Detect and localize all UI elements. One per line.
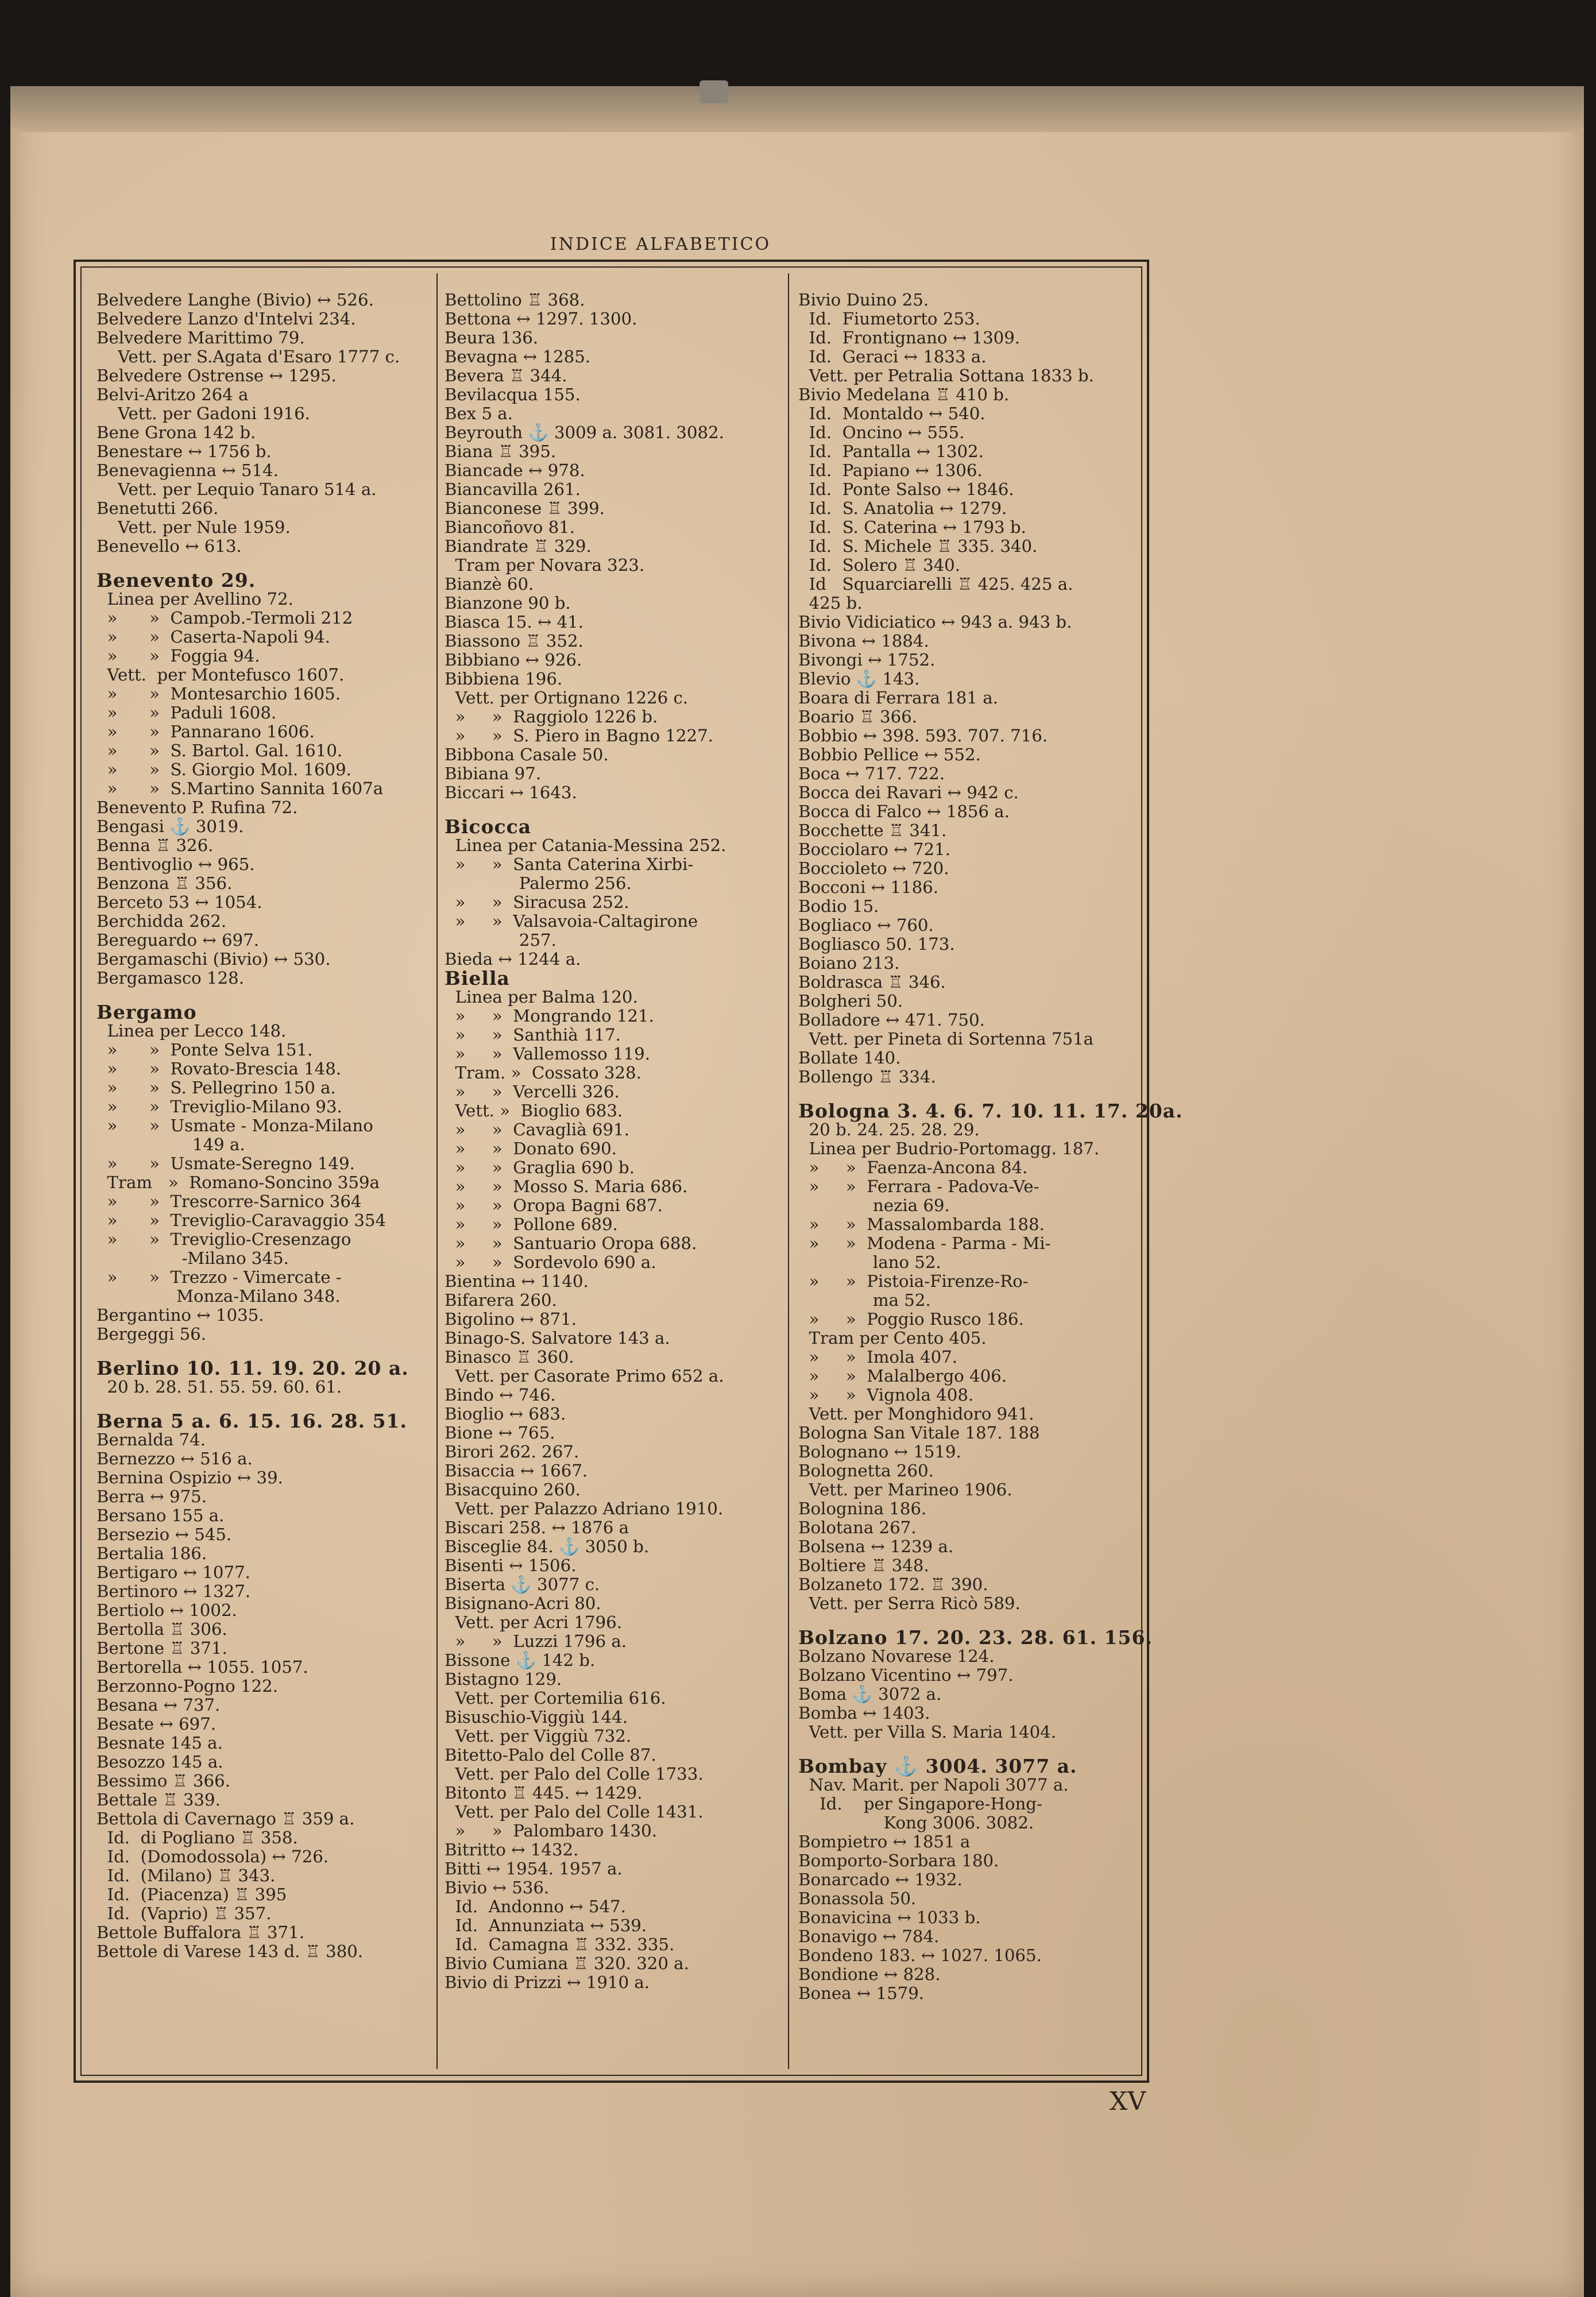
index-entry: Linea per Lecco 148.: [96, 1021, 287, 1041]
index-entry: Bientina ↔ 1140.: [445, 1271, 589, 1291]
index-entry: Id. Andonno ↔ 547.: [445, 1897, 626, 1916]
index-entry: Bex 5 a.: [445, 404, 513, 423]
index-entry: Bitritto ↔ 1432.: [445, 1840, 579, 1859]
index-entry: Vett. per Lequio Tanaro 514 a.: [96, 479, 377, 499]
index-entry: » » Santhià 117.: [445, 1025, 621, 1045]
index-entry: Boltiere ♖ 348.: [798, 1556, 929, 1575]
index-entry: Vett. per Palo del Colle 1733.: [445, 1764, 704, 1784]
index-entry: Id. Papiano ↔ 1306.: [798, 461, 983, 480]
index-entry: Bifarera 260.: [445, 1290, 557, 1310]
index-entry: Bevera ♖ 344.: [445, 366, 567, 385]
index-entry: Boiano 213.: [798, 953, 900, 973]
index-entry: Bolognano ↔ 1519.: [798, 1442, 961, 1461]
index-entry: ma 52.: [798, 1290, 931, 1310]
index-entry: Boldrasca ♖ 346.: [798, 972, 946, 992]
index-entry: Binago-S. Salvatore 143 a.: [445, 1328, 670, 1348]
index-entry: » » S. Pellegrino 150 a.: [96, 1078, 336, 1097]
index-entry: Bergamaschi (Bivio) ↔ 530.: [96, 949, 331, 969]
index-entry: Boma ⚓ 3072 a.: [798, 1684, 942, 1704]
index-entry: Bolladore ↔ 471. 750.: [798, 1010, 985, 1030]
index-entry: Bereguardo ↔ 697.: [96, 930, 260, 950]
index-heading: Bologna 3. 4. 6. 7. 10. 11. 17. 20a.: [798, 1100, 1183, 1122]
index-entry: Id. (Vaprio) ♖ 357.: [96, 1904, 272, 1923]
index-entry: Bogliasco 50. 173.: [798, 934, 955, 954]
index-entry: Belvedere Marittimo 79.: [96, 328, 305, 347]
index-entry: 20 b. 24. 25. 28. 29.: [798, 1120, 980, 1139]
index-entry: Monza-Milano 348.: [96, 1286, 341, 1306]
index-entry: Bissone ⚓ 142 b.: [445, 1650, 596, 1670]
index-entry: Tram » Romano-Soncino 359a: [96, 1173, 380, 1192]
index-entry: Id. Fiumetorto 253.: [798, 309, 980, 328]
index-entry: Bettola di Cavernago ♖ 359 a.: [96, 1809, 355, 1828]
index-entry: Linea per Balma 120.: [445, 987, 638, 1007]
index-entry: Bivio Medelana ♖ 410 b.: [798, 385, 1010, 404]
index-entry: Id. Ponte Salso ↔ 1846.: [798, 479, 1014, 499]
index-entry: Benevento P. Rufina 72.: [96, 798, 298, 817]
index-entry: » » Faenza-Ancona 84.: [798, 1158, 1028, 1177]
index-entry: Bisceglie 84. ⚓ 3050 b.: [445, 1537, 650, 1556]
index-entry: » » Siracusa 252.: [445, 892, 629, 912]
index-heading: Bicocca: [445, 815, 532, 838]
index-entry: Bertigaro ↔ 1077.: [96, 1563, 250, 1582]
index-entry: Besnate 145 a.: [96, 1733, 223, 1753]
index-entry: Bitetto-Palo del Colle 87.: [445, 1745, 656, 1765]
index-entry: Berzonno-Pogno 122.: [96, 1676, 279, 1696]
index-entry: Biandrate ♖ 329.: [445, 536, 592, 556]
index-entry: » » Pistoia-Firenze-Ro-: [798, 1271, 1029, 1291]
index-entry: Beyrouth ⚓ 3009 a. 3081. 3082.: [445, 423, 724, 442]
index-entry: Id. S. Michele ♖ 335. 340.: [798, 536, 1038, 556]
index-heading: Berna 5 a. 6. 15. 16. 28. 51.: [96, 1410, 407, 1432]
index-entry: » » Luzzi 1796 a.: [445, 1631, 627, 1651]
index-entry: Bisenti ↔ 1506.: [445, 1556, 577, 1575]
index-entry: Vett. per S.Agata d'Esaro 1777 c.: [96, 347, 400, 366]
index-entry: » » Santa Caterina Xirbi-: [445, 854, 694, 874]
index-entry: » » Modena - Parma - Mi-: [798, 1233, 1051, 1253]
index-entry: Bivio Cumiana ♖ 320. 320 a.: [445, 1954, 689, 1973]
index-entry: Bersano 155 a.: [96, 1506, 225, 1525]
index-entry: Bolotana 267.: [798, 1518, 917, 1537]
index-entry: Bocciolaro ↔ 721.: [798, 840, 950, 859]
index-entry: » » Oropa Bagni 687.: [445, 1196, 663, 1215]
index-entry: Vett. per Marineo 1906.: [798, 1480, 1013, 1499]
index-entry: Bioglio ↔ 683.: [445, 1404, 566, 1424]
index-entry: Bernina Ospizio ↔ 39.: [96, 1468, 283, 1487]
index-entry: Bolognetta 260.: [798, 1461, 934, 1480]
index-entry: Bieda ↔ 1244 a.: [445, 949, 581, 969]
index-entry: Bibbona Casale 50.: [445, 745, 609, 764]
index-entry: Bondione ↔ 828.: [798, 1965, 941, 1984]
page-header: INDICE ALFABETICO: [550, 234, 771, 254]
index-entry: Id. Geraci ↔ 1833 a.: [798, 347, 987, 366]
index-entry: Bolzano Novarese 124.: [798, 1646, 995, 1666]
index-entry: Bertone ♖ 371.: [96, 1638, 227, 1658]
index-entry: Bianconese ♖ 399.: [445, 498, 605, 518]
index-entry: » » Valsavoia-Caltagirone: [445, 911, 698, 931]
index-entry: Id. Solero ♖ 340.: [798, 555, 961, 575]
index-heading: Berlino 10. 11. 19. 20. 20 a.: [96, 1357, 409, 1379]
index-entry: Bertinoro ↔ 1327.: [96, 1581, 251, 1601]
index-entry: Bistagno 129.: [445, 1669, 562, 1689]
index-entry: Bentivoglio ↔ 965.: [96, 854, 255, 874]
column-separator: [788, 273, 789, 2069]
index-entry: Bisignano-Acri 80.: [445, 1594, 601, 1613]
index-entry: Bindo ↔ 746.: [445, 1385, 556, 1405]
index-heading: Biella: [445, 967, 510, 989]
index-entry: Bettole di Varese 143 d. ♖ 380.: [96, 1942, 364, 1961]
index-entry: » » S. Giorgio Mol. 1609.: [96, 760, 351, 779]
index-entry: Biancavilla 261.: [445, 479, 581, 499]
index-entry: Bitonto ♖ 445. ↔ 1429.: [445, 1783, 643, 1803]
index-entry: Vett. per Casorate Primo 652 a.: [445, 1366, 724, 1386]
index-entry: Bettolino ♖ 368.: [445, 290, 585, 310]
index-entry: Benevello ↔ 613.: [96, 536, 242, 556]
index-entry: Bisaccia ↔ 1667.: [445, 1461, 588, 1480]
index-entry: Id. (Milano) ♖ 343.: [96, 1866, 276, 1885]
index-entry: Bocca dei Ravari ↔ 942 c.: [798, 783, 1019, 802]
index-entry: » » Paduli 1608.: [96, 703, 277, 722]
index-entry: Vett. per Nule 1959.: [96, 517, 291, 537]
index-entry: Id. Oncino ↔ 555.: [798, 423, 965, 442]
index-entry: 20 b. 28. 51. 55. 59. 60. 61.: [96, 1377, 342, 1397]
index-entry: Bertiolo ↔ 1002.: [96, 1600, 237, 1620]
index-entry: Bivio ↔ 536.: [445, 1878, 550, 1897]
index-entry: Bernalda 74.: [96, 1430, 206, 1449]
index-entry: Bivongi ↔ 1752.: [798, 650, 936, 670]
index-entry: Bollate 140.: [798, 1048, 901, 1068]
index-entry: Belvedere Langhe (Bivio) ↔ 526.: [96, 290, 374, 310]
index-entry: » » Malalbergo 406.: [798, 1366, 1007, 1386]
index-entry: Vett. per Gadoni 1916.: [96, 404, 310, 423]
index-entry: Bettale ♖ 339.: [96, 1790, 221, 1809]
index-entry: Id. Camagna ♖ 332. 335.: [445, 1935, 675, 1954]
column-separator: [436, 273, 438, 2069]
index-entry: Vett. per Palo del Colle 1431.: [445, 1802, 704, 1822]
index-entry: Berra ↔ 975.: [96, 1487, 207, 1506]
index-entry: Bergamasco 128.: [96, 968, 245, 988]
index-entry: » » Sordevolo 690 a.: [445, 1252, 656, 1272]
index-entry: » » Vignola 408.: [798, 1385, 974, 1405]
index-entry: » » Rovato-Brescia 148.: [96, 1059, 342, 1078]
index-entry: Benetutti 266.: [96, 498, 219, 518]
index-entry: lano 52.: [798, 1252, 941, 1272]
index-entry: Linea per Catania-Messina 252.: [445, 836, 726, 855]
index-entry: Bernezzo ↔ 516 a.: [96, 1449, 253, 1468]
index-entry: Binasco ♖ 360.: [445, 1347, 574, 1367]
index-entry: Bengasi ⚓ 3019.: [96, 817, 244, 836]
index-entry: Id. Montaldo ↔ 540.: [798, 404, 986, 423]
index-entry: Bessimo ♖ 366.: [96, 1771, 230, 1791]
index-heading: Bergamo: [96, 1001, 197, 1023]
index-entry: Bolsena ↔ 1239 a.: [798, 1537, 954, 1556]
index-entry: nezia 69.: [798, 1196, 950, 1215]
index-entry: Biccari ↔ 1643.: [445, 783, 577, 802]
index-entry: Id. Annunziata ↔ 539.: [445, 1916, 647, 1935]
index-entry: Bonassola 50.: [798, 1889, 917, 1908]
index-entry: Biscari 258. ↔ 1876 a: [445, 1518, 629, 1537]
index-entry: Bobbio Pellice ↔ 552.: [798, 745, 981, 764]
index-entry: Tram per Cento 405.: [798, 1328, 987, 1348]
index-entry: Id. (Domodossola) ↔ 726.: [96, 1847, 329, 1866]
index-entry: » » Mosso S. Maria 686.: [445, 1177, 688, 1196]
index-entry: Bevilacqua 155.: [445, 385, 581, 404]
index-entry: Bevagna ↔ 1285.: [445, 347, 591, 366]
index-entry: Bocchette ♖ 341.: [798, 821, 947, 840]
index-entry: Beura 136.: [445, 328, 539, 347]
index-entry: Bolognina 186.: [798, 1499, 927, 1518]
index-entry: » » Palombaro 1430.: [445, 1821, 657, 1840]
index-entry: Id Squarciarelli ♖ 425. 425 a.: [798, 574, 1073, 594]
index-frame: [74, 260, 1183, 2083]
index-entry: » » Poggio Rusco 186.: [798, 1309, 1024, 1329]
index-entry: 257.: [445, 930, 557, 950]
index-entry: Biancade ↔ 978.: [445, 461, 585, 480]
index-entry: » » Caserta-Napoli 94.: [96, 627, 330, 647]
index-entry: Palermo 256.: [445, 873, 632, 893]
index-entry: Tram per Novara 323.: [445, 555, 645, 575]
index-entry: Bergantino ↔ 1035.: [96, 1305, 264, 1325]
index-entry: Bertorella ↔ 1055. 1057.: [96, 1657, 308, 1677]
index-entry: Bianzè 60.: [445, 574, 534, 594]
index-entry: Bodio 15.: [798, 896, 879, 916]
index-entry: Bompietro ↔ 1851 a: [798, 1832, 971, 1851]
index-entry: Bondeno 183. ↔ 1027. 1065.: [798, 1946, 1042, 1965]
index-entry: Bianzone 90 b.: [445, 593, 571, 613]
index-entry: » » Treviglio-Cresenzago: [96, 1229, 351, 1249]
index-entry: » » Vercelli 326.: [445, 1082, 620, 1101]
index-entry: » » Ferrara - Padova-Ve-: [798, 1177, 1039, 1196]
index-entry: » » Usmate-Seregno 149.: [96, 1154, 355, 1173]
index-entry: Bocconi ↔ 1186.: [798, 877, 938, 897]
index-entry: Vett. per Viggiù 732.: [445, 1726, 632, 1746]
page-top-edge: [10, 86, 1584, 132]
index-entry: » » Treviglio-Caravaggio 354: [96, 1211, 387, 1230]
index-entry: Bolgheri 50.: [798, 991, 903, 1011]
index-entry: 425 b.: [798, 593, 863, 613]
index-entry: Id. S. Anatolia ↔ 1279.: [798, 498, 1007, 518]
index-entry: » » Ponte Selva 151.: [96, 1040, 313, 1059]
index-entry: Vett. per Pineta di Sortenna 751a: [798, 1029, 1094, 1049]
index-entry: -Milano 345.: [96, 1248, 289, 1268]
index-entry: Bivio di Prizzi ↔ 1910 a.: [445, 1973, 650, 1992]
index-entry: Id. per Singapore-Hong-: [798, 1794, 1042, 1813]
index-entry: Vett. per Serra Ricò 589.: [798, 1594, 1021, 1613]
index-entry: Vett. per Montefusco 1607.: [96, 665, 345, 685]
index-entry: Bomba ↔ 1403.: [798, 1703, 930, 1723]
index-entry: » » Trezzo - Vimercate -: [96, 1267, 342, 1287]
index-entry: Bettona ↔ 1297. 1300.: [445, 309, 637, 328]
index-entry: Belvedere Lanzo d'Intelvi 234.: [96, 309, 356, 328]
index-entry: Vett. per Palazzo Adriano 1910.: [445, 1499, 724, 1518]
index-entry: Biassono ♖ 352.: [445, 631, 583, 651]
index-entry: » » Imola 407.: [798, 1347, 957, 1367]
index-entry: Bonea ↔ 1579.: [798, 1983, 925, 2003]
index-heading: Bombay ⚓ 3004. 3077 a.: [798, 1755, 1077, 1777]
index-column-1: [96, 291, 430, 2069]
index-entry: » » Massalombarda 188.: [798, 1215, 1045, 1234]
index-entry: » » Vallemosso 119.: [445, 1044, 651, 1064]
index-entry: » » Cavaglià 691.: [445, 1120, 629, 1139]
index-entry: Besana ↔ 737.: [96, 1695, 221, 1715]
index-entry: Id. di Pogliano ♖ 358.: [96, 1828, 298, 1847]
index-entry: Linea per Avellino 72.: [96, 589, 293, 609]
index-entry: Bisacquino 260.: [445, 1480, 581, 1499]
index-entry: Besate ↔ 697.: [96, 1714, 217, 1734]
index-entry: Bologna San Vitale 187. 188: [798, 1423, 1040, 1443]
index-entry: » » S.Martino Sannita 1607a: [96, 779, 384, 798]
index-entry: Bitti ↔ 1954. 1957 a.: [445, 1859, 623, 1878]
index-entry: Vett. per Acri 1796.: [445, 1612, 622, 1632]
index-entry: Bertalia 186.: [96, 1544, 207, 1563]
index-entry: Bonavigo ↔ 784.: [798, 1927, 940, 1946]
index-entry: Bibiana 97.: [445, 764, 542, 783]
index-entry: Bisuschio-Viggiù 144.: [445, 1707, 628, 1727]
index-entry: Bivona ↔ 1884.: [798, 631, 929, 651]
index-entry: Bobbio ↔ 398. 593. 707. 716.: [798, 726, 1048, 745]
index-entry: Bonavicina ↔ 1033 b.: [798, 1908, 981, 1927]
index-entry: Belvedere Ostrense ↔ 1295.: [96, 366, 337, 385]
index-entry: Linea per Budrio-Portomagg. 187.: [798, 1139, 1100, 1158]
index-entry: Id. Frontignano ↔ 1309.: [798, 328, 1021, 347]
index-entry: Biserta ⚓ 3077 c.: [445, 1575, 600, 1594]
index-entry: Boario ♖ 366.: [798, 707, 917, 726]
index-entry: Bertolla ♖ 306.: [96, 1619, 227, 1639]
index-heading: Bolzano 17. 20. 23. 28. 61. 156.: [798, 1626, 1153, 1649]
index-entry: Vett. per Cortemilia 616.: [445, 1688, 666, 1708]
index-entry: Vett. per Villa S. Maria 1404.: [798, 1722, 1056, 1742]
index-entry: Id. S. Caterina ↔ 1793 b.: [798, 517, 1026, 537]
index-column-2: [445, 291, 778, 2069]
index-entry: » » Montesarchio 1605.: [96, 684, 341, 703]
index-entry: Bomporto-Sorbara 180.: [798, 1851, 999, 1870]
index-entry: » » Mongrando 121.: [445, 1006, 654, 1026]
index-entry: » » Trescorre-Sarnico 364: [96, 1192, 362, 1211]
index-entry: Bigolino ↔ 871.: [445, 1309, 577, 1329]
index-entry: » » Usmate - Monza-Milano: [96, 1116, 373, 1135]
index-entry: Id. Pantalla ↔ 1302.: [798, 442, 984, 461]
index-entry: Biancoñovo 81.: [445, 517, 575, 537]
index-column-3: [798, 290, 1183, 2069]
index-entry: Besozzo 145 a.: [96, 1752, 223, 1772]
index-entry: Berchidda 262.: [96, 911, 227, 931]
index-entry: Tram. » Cossato 328.: [445, 1063, 642, 1082]
index-entry: Bettole Buffalora ♖ 371.: [96, 1923, 304, 1942]
index-entry: » » Campob.-Termoli 212: [96, 608, 353, 628]
index-entry: Berceto 53 ↔ 1054.: [96, 892, 262, 912]
index-entry: » » Santuario Oropa 688.: [445, 1233, 697, 1253]
binding-clip: [700, 80, 728, 103]
page-number: XV: [1110, 2087, 1146, 2116]
index-entry: » » Graglia 690 b.: [445, 1158, 635, 1177]
index-entry: Bibbiena 196.: [445, 669, 563, 689]
index-entry: Nav. Marit. per Napoli 3077 a.: [798, 1775, 1069, 1795]
index-entry: Bene Grona 142 b.: [96, 423, 256, 442]
index-entry: » » Raggiolo 1226 b.: [445, 707, 658, 726]
index-entry: » » S. Bartol. Gal. 1610.: [96, 741, 343, 760]
index-entry: Bocca di Falco ↔ 1856 a.: [798, 802, 1010, 821]
index-heading: Benevento 29.: [96, 569, 256, 591]
index-entry: Benevagienna ↔ 514.: [96, 461, 279, 480]
index-entry: Bivio Duino 25.: [798, 290, 929, 310]
index-entry: Bollengo ♖ 334.: [798, 1067, 936, 1086]
index-entry: Benna ♖ 326.: [96, 836, 214, 855]
index-entry: Bergeggi 56.: [96, 1324, 207, 1344]
index-entry: Bogliaco ↔ 760.: [798, 915, 934, 935]
index-entry: Bibbiano ↔ 926.: [445, 650, 582, 670]
index-entry: Biana ♖ 395.: [445, 442, 557, 461]
index-entry: Boca ↔ 717. 722.: [798, 764, 945, 783]
index-entry: » » Pannarano 1606.: [96, 722, 315, 741]
index-entry: » » Pollone 689.: [445, 1215, 618, 1234]
index-entry: Blevio ⚓ 143.: [798, 669, 920, 689]
index-entry: Vett. per Monghidoro 941.: [798, 1404, 1034, 1424]
index-entry: Boccioleto ↔ 720.: [798, 859, 949, 878]
index-entry: Bersezio ↔ 545.: [96, 1525, 232, 1544]
index-entry: Bolzano Vicentino ↔ 797.: [798, 1665, 1014, 1685]
index-entry: Vett. per Ortignano 1226 c.: [445, 688, 689, 707]
index-entry: » » S. Piero in Bagno 1227.: [445, 726, 713, 745]
index-entry: 149 a.: [96, 1135, 245, 1154]
index-entry: Vett. per Petralia Sottana 1833 b.: [798, 366, 1094, 385]
index-entry: Birori 262. 267.: [445, 1442, 579, 1461]
index-entry: Kong 3006. 3082.: [798, 1813, 1034, 1832]
index-entry: » » Treviglio-Milano 93.: [96, 1097, 342, 1116]
index-entry: Id. (Piacenza) ♖ 395: [96, 1885, 287, 1904]
index-entry: Benestare ↔ 1756 b.: [96, 442, 272, 461]
index-entry: Benzona ♖ 356.: [96, 873, 233, 893]
index-entry: Bione ↔ 765.: [445, 1423, 555, 1443]
index-entry: Belvi-Aritzo 264 a: [96, 385, 249, 404]
index-entry: Bonarcado ↔ 1932.: [798, 1870, 963, 1889]
index-entry: Bolzaneto 172. ♖ 390.: [798, 1575, 988, 1594]
index-entry: Vett. » Bioglio 683.: [445, 1101, 623, 1120]
index-entry: » » Foggia 94.: [96, 646, 260, 666]
index-entry: » » Donato 690.: [445, 1139, 617, 1158]
index-entry: Bivio Vidiciatico ↔ 943 a. 943 b.: [798, 612, 1072, 632]
index-entry: Biasca 15. ↔ 41.: [445, 612, 584, 632]
index-entry: Boara di Ferrara 181 a.: [798, 688, 998, 707]
